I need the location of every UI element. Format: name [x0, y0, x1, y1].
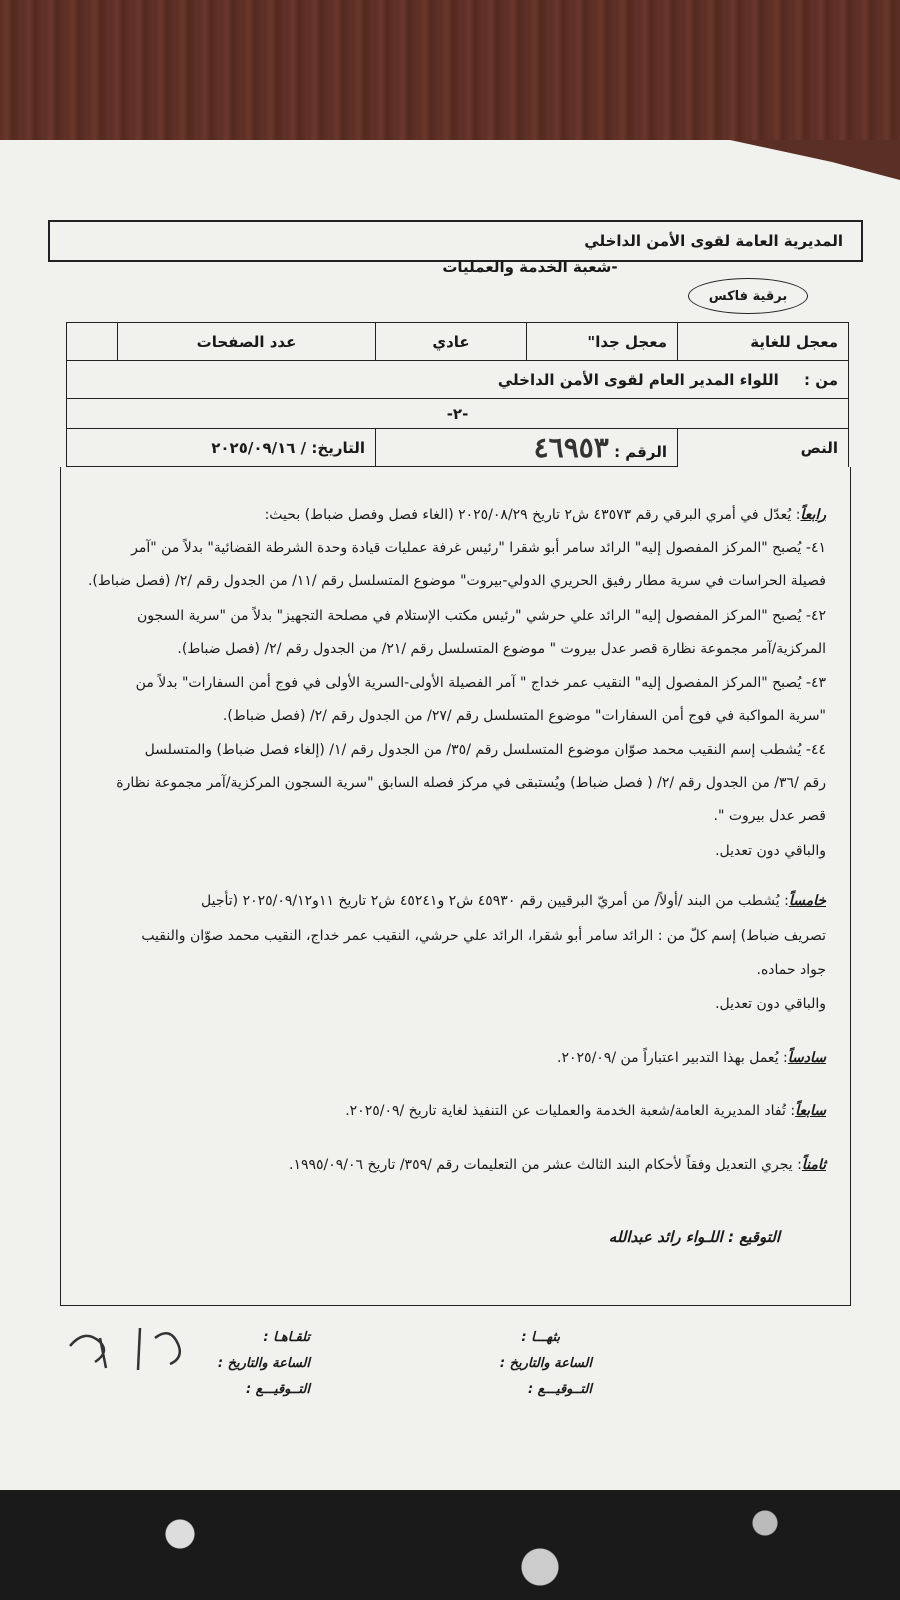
sadisan-text: : يُعمل بهذا التدبير اعتباراً من /٢٠٢٥/٠٩. [557, 1050, 788, 1066]
pages-label-cell: عدد الصفحات [118, 323, 376, 361]
line-43b: "سرية المواكبة في فوج أمن السفارات" موضوع المتسلسل رقم /٢٧/ من الجدول رقم /٢/ (فصل ضباط). [222, 708, 826, 724]
thaminan-text: : يجري التعديل وفقاً لأحكام البند الثالث عشر من التعليمات رقم /٣٥٩/ تاريخ ١٩٩٥/٠٩/٠٦. [289, 1157, 802, 1173]
khamisan-heading: خامساً [788, 893, 826, 909]
date-label: التاريخ: [311, 438, 365, 457]
urgency-max-cell: معجل للغاية [678, 323, 849, 361]
item-khamisan [66, 886, 826, 916]
khamisan-text-b: تصريف ضباط) إسم كلّ من : الرائد سامر أبو شقرا، الرائد علي حرشي، النقيب عمر خداج، النقيب محمد صوّان والنقيب [141, 928, 826, 944]
from-row [67, 361, 849, 399]
number-handwritten: ٤٦٩٥٣ [533, 431, 609, 464]
text-label: النص [678, 429, 849, 467]
sabian-text: : تُفاد المديرية العامة/شعبة الخدمة والعمليات عن التنفيذ لغاية تاريخ /٢٠٢٥/٠٩. [345, 1103, 796, 1119]
line-44b: رقم /٣٦/ من الجدول رقم /٢/ ( فصل ضباط) ويُستبقى في مركز فصله السابق "سرية السجون المركزية/آمر مجموعة نظارة [116, 775, 826, 791]
item-rabian [66, 500, 826, 530]
sabian-heading: سابعاً [795, 1103, 826, 1119]
footer-received-time: الساعة والتاريخ : [217, 1356, 310, 1371]
header-grid [66, 322, 849, 467]
footer-sent: بثهـــا : [521, 1330, 560, 1345]
number-label: الرقم : [614, 443, 667, 461]
item-thaminan [66, 1150, 826, 1180]
directorate-title: المديرية العامة لقوى الأمن الداخلي [584, 232, 843, 250]
rabian-heading: رابعاً [800, 507, 826, 523]
line-44a: ٤٤- يُشطب إسم النقيب محمد صوّان موضوع المتسلسل رقم /٣٥/ من الجدول رقم /١/ (إلغاء فصل ضباط) والمتسلسل [144, 742, 826, 758]
handwritten-initials [60, 1318, 210, 1378]
khamisan-text-c: جواد حماده. [756, 962, 826, 978]
rest-line-2: والباقي دون تعديل. [715, 996, 826, 1012]
directorate-box [48, 220, 863, 262]
sadisan-heading: سادساً [787, 1050, 826, 1066]
rabian-text: : يُعدّل في أمري البرقي رقم ٤٣٥٧٣ ش٢ تاريخ ٢٠٢٥/٠٨/٢٩ (الغاء فصل وفصل ضباط) بحيث: [264, 507, 801, 523]
signature-line: التوقيع : اللـواء رائد عبدالله [608, 1228, 780, 1246]
item-sadisan [66, 1043, 826, 1073]
normal-cell: عادي [376, 323, 527, 361]
fax-label: برقية فاكس [708, 288, 788, 304]
footer-received: تلقـاهـا : [263, 1330, 310, 1345]
line-42a: ٤٢- يُصبح "المركز المفصول إليه" الرائد علي حرشي "رئيس مكتب الإستلام في مصلحة التجهيز" بدلاً من "سرية السجون [136, 608, 826, 624]
date-value: / ٢٠٢٥/٠٩/١٦ [211, 438, 307, 457]
line-42b: المركزية/آمر مجموعة نظارة قصر عدل بيروت " موضوع المتسلسل رقم /٢١/ من الجدول رقم /٢/ (فصل ضباط). [177, 641, 826, 657]
item-sabian [66, 1096, 826, 1126]
line-41a: ٤١- يُصبح "المركز المفصول إليه" الرائد سامر أبو شقرا "رئيس غرفة عمليات قيادة وحدة الشرطة القضائية" بدلاً من "آمر [131, 540, 826, 556]
footer-sent-time: الساعة والتاريخ : [499, 1356, 592, 1371]
line-41b: فصيلة الحراسات في سرية مطار رفيق الحريري الدولي-بيروت" موضوع المتسلسل رقم /١١/ من الجدول رقم /٢/ (فصل ضباط). [87, 573, 826, 589]
khamisan-text-a: : يُشطب من البند /أولاً/ من أمريّ البرقيين رقم ٤٥٩٣٠ ش٢ و٤٥٢٤١ ش٢ تاريخ ١١و٢٠٢٥/٠٩/١٢ (تأجيل [201, 893, 789, 909]
line-44c: قصر عدل بيروت ". [713, 808, 826, 824]
rest-line-1: والباقي دون تعديل. [715, 843, 826, 859]
branch-title: -شعبة الخدمة والعمليات [442, 258, 618, 276]
from-value: اللواء المدير العام لقوى الأمن الداخلي [497, 370, 779, 389]
pages-value-cell [67, 323, 118, 361]
footer-sent-sign: التــوقيـــع : [527, 1382, 592, 1397]
from-label: من : [803, 370, 838, 389]
page-number: -٢- [67, 399, 849, 429]
thaminan-heading: ثامناً [801, 1157, 826, 1173]
footer-received-sign: التــوقيـــع : [245, 1382, 310, 1397]
number-cell [376, 429, 678, 467]
fax-oval [688, 278, 808, 314]
date-cell [67, 429, 376, 467]
line-43a: ٤٣- يُصبح "المركز المفصول إليه" النقيب عمر خداج " آمر الفصيلة الأولى-السرية الأولى في فوج أمن السفارات" بدلاً من [135, 675, 826, 691]
urgency-very-cell: معجل جدا" [527, 323, 678, 361]
